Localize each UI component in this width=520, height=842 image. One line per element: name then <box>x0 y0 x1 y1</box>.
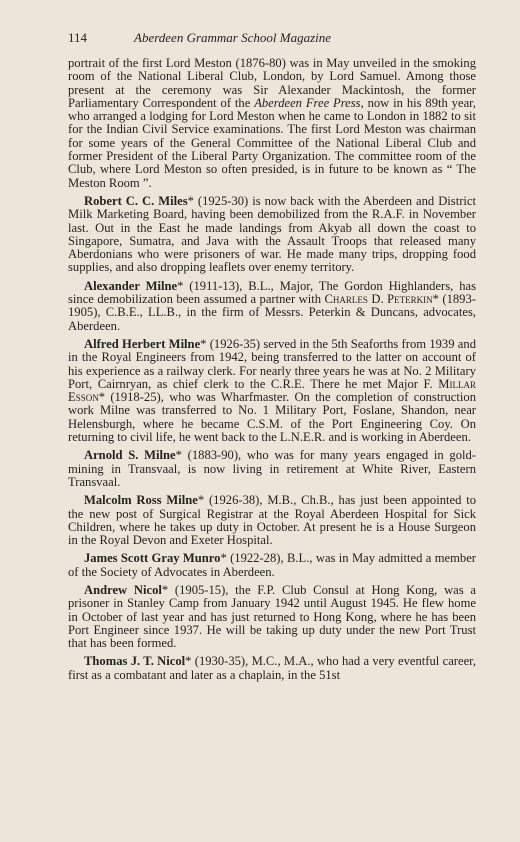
person-name: Malcolm Ross Milne <box>84 493 198 508</box>
paragraph-arnold-milne <box>68 449 476 489</box>
publication-title: Aberdeen Free Press <box>254 95 361 110</box>
person-name: Thomas J. T. Nicol <box>84 654 186 669</box>
paragraph-text: portrait of the first Lord Meston (1876-80) was in May unveiled in the smoking room of the National Liberal Club, London, by Lord Samuel. Among those present at the ceremony was Sir Alexander Mackintosh, the former Parliamentary Correspondent of the <box>68 56 476 110</box>
paragraph-text: * (1926-38), M.B., Ch.B., has just been appointed to the new post of Surgical Registrar at the Royal Aberdeen Hospital for Sick Children, where he takes up duty in October. At present he is a House Surgeon in the Royal Devon and Exeter Hospital. <box>68 493 477 548</box>
paragraph-text: , now in his 89th year, who arranged a lodging for Lord Meston when he came to London in 1882 to sit for the Indian Civil Service examinations. The first Lord Meston was chairman for some years of the General Committee of the National Liberal Club and former President of the Liberal Party Organization. The committee room of the Club, where Lord Meston so often presided, is in future to be known as “ The Meston Room ”. <box>68 95 476 190</box>
person-name: Alfred Herbert Milne <box>84 336 201 351</box>
paragraph-text: * (1925-30) is now back with the Aberdeen and District Milk Marketing Board, having been demobilized from the R.A.F. in November last. Out in the East he made landings from Akyab all down the coast to Singapore, Sumatra, and Java with the Assault Troops that released many Aberdonians who were prisoners of war. He made many trips, dropping food supplies, and also dropping leaflets over enemy territory. <box>68 193 476 275</box>
cross-ref-name: Charles D. Peterkin <box>324 292 433 307</box>
page-number: 114 <box>68 30 88 45</box>
person-name: Andrew Nicol <box>84 582 162 597</box>
paragraph-malcolm-milne <box>68 494 476 547</box>
paragraph-text: * (1930-35), M.C., M.A., who had a very eventful career, first as a combatant and later as a chaplain, in the 51st <box>68 654 476 682</box>
article-body <box>68 57 476 682</box>
paragraph-text: * (1911-13), B.L., Major, The Gordon Highlanders, has since demobilization been assumed a partner with <box>68 278 476 307</box>
paragraph-text: * (1918-25), who was Wharfmaster. On the completion of construction work Milne was transferred to No. 1 Military Port, Foslane, Shandon, near Helensburgh, where he became C.S.M. of the Port Engineering Coy. On returning to civil life, he went back to the L.N.E.R. and is working in Aberdeen. <box>68 390 476 445</box>
person-name: Arnold S. Milne <box>84 448 176 463</box>
person-name: Robert C. C. Miles <box>84 193 188 208</box>
paragraph-andrew-nicol <box>68 584 476 650</box>
paragraph-alfred-milne <box>68 338 476 444</box>
paragraph-thomas-nicol <box>68 655 476 682</box>
paragraph-text: * (1893-1905), C.B.E., LL.B., in the firm of Messrs. Peterkin & Duncans, advocates, Aberdeen. <box>68 292 476 333</box>
paragraph-text: * (1922-28), B.L., was in May admitted a member of the Society of Advocates in Aberdeen. <box>68 551 476 579</box>
person-name: Alexander Milne <box>84 278 178 293</box>
journal-title: Aberdeen Grammar School Magazine <box>134 30 332 45</box>
paragraph-text: * (1905-15), the F.P. Club Consul at Hong Kong, was a prisoner in Stanley Camp from January 1942 until August 1945. He flew home in October of last year and has just returned to Hong Kong, where he has been Port Engineer since 1937. He will be taking up duty under the new Port Trust that has been formed. <box>68 582 476 651</box>
paragraph-text: * (1883-90), who was for many years engaged in gold-mining in Transvaal, is now living in retirement at White River, Eastern Transvaal. <box>68 448 476 489</box>
paragraph-robert-miles <box>68 195 476 275</box>
running-head <box>68 30 476 46</box>
paragraph-alexander-milne <box>68 280 476 333</box>
paragraph-meston-portrait <box>68 57 476 190</box>
person-name: James Scott Gray Munro <box>84 551 221 566</box>
paragraph-james-munro <box>68 552 476 579</box>
cross-ref-name: Millar Esson <box>68 376 476 405</box>
paragraph-text: * (1926-35) served in the 5th Seaforths from 1939 and in the Royal Engineers from 1942, being transferred to the latter on account of his experience as a railway clerk. For nearly three years he was at No. 2 Military Port, Cairnryan, as chief clerk to the C.R.E. There he met Major F. <box>68 336 476 391</box>
